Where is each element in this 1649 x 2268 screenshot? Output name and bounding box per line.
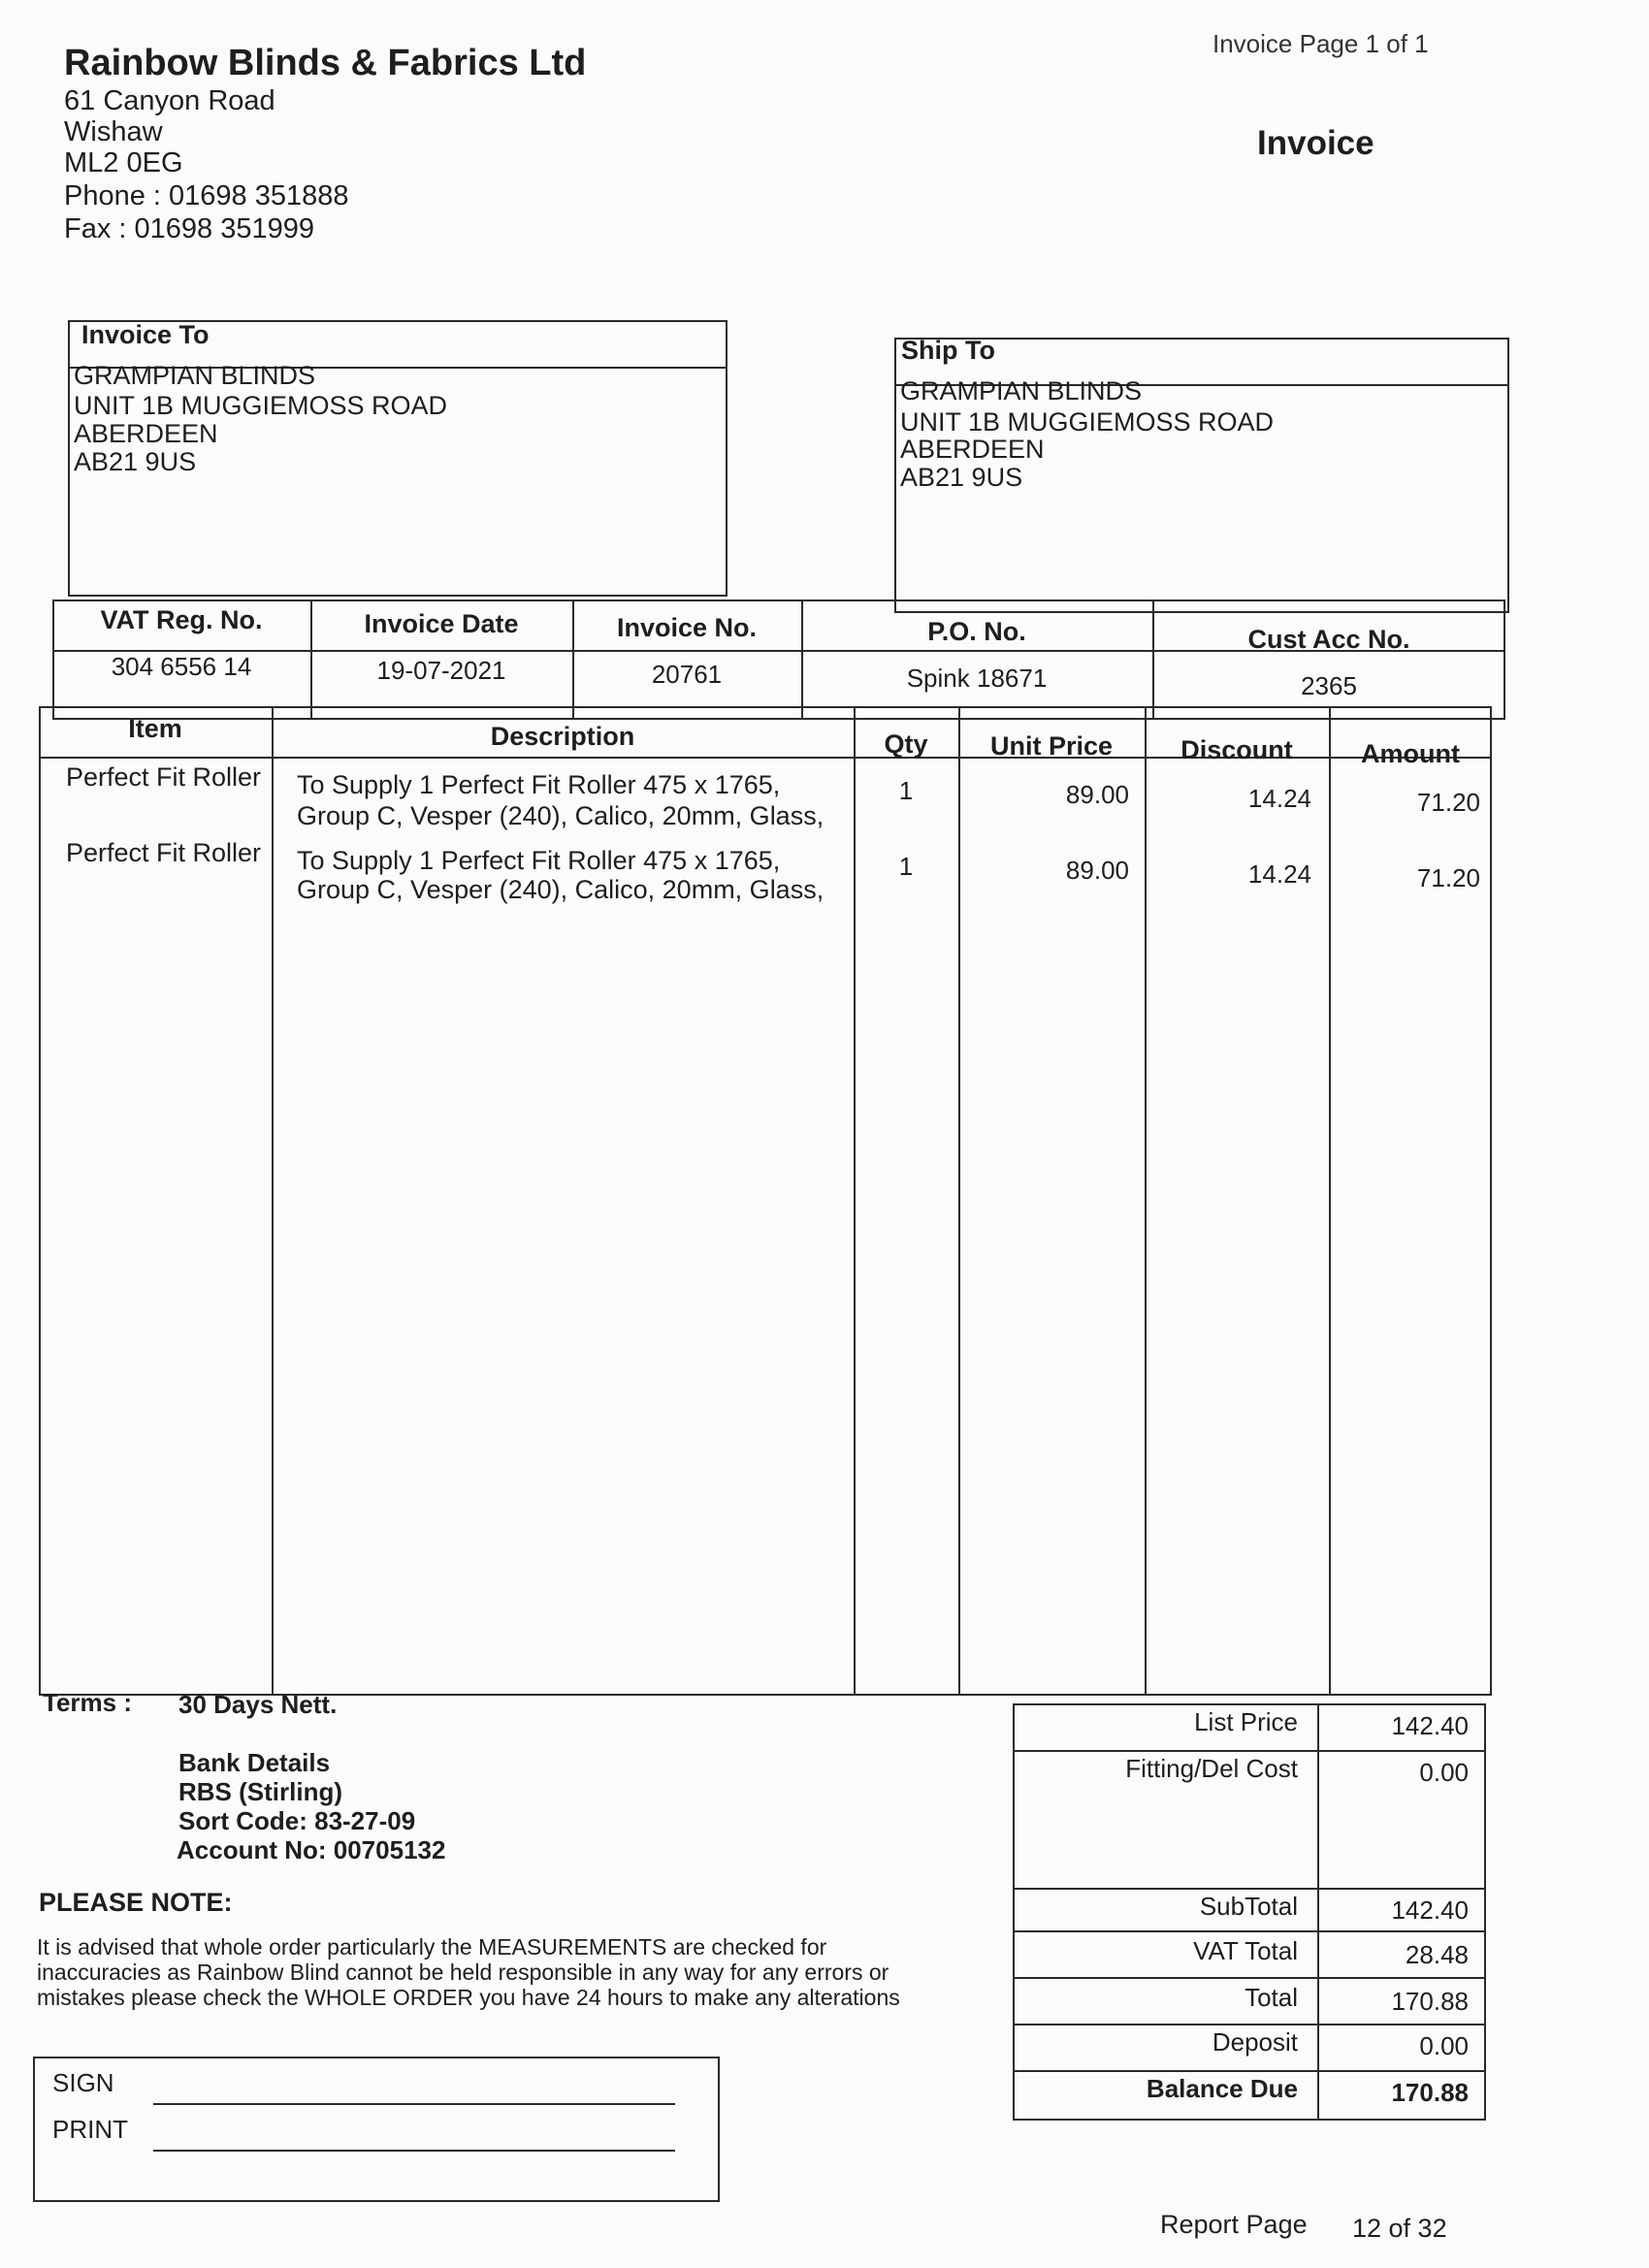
table-row-2-desc-1: To Supply 1 Perfect Fit Roller 475 x 1765, — [297, 846, 781, 875]
invoice-to-label: Invoice To — [81, 320, 210, 349]
report-page-number: 12 of 32 — [1352, 2214, 1447, 2243]
company-address-1: 61 Canyon Road — [64, 85, 275, 116]
company-name: Rainbow Blinds & Fabrics Ltd — [64, 43, 587, 83]
please-note-line-3: mistakes please check the WHOLE ORDER you have 24 hours to make any alterations — [37, 1985, 900, 2010]
sign-label: SIGN — [52, 2068, 114, 2097]
discount-col-header: Discount — [1180, 735, 1293, 764]
sign-line[interactable] — [153, 2103, 675, 2105]
deposit-label: Deposit — [1212, 2027, 1298, 2057]
vat-reg-header: VAT Reg. No. — [100, 605, 263, 634]
company-postcode: ML2 0EG — [64, 147, 183, 178]
print-line[interactable] — [153, 2150, 675, 2152]
subtotal-label: SubTotal — [1199, 1892, 1298, 1921]
please-note-line-2: inaccuracies as Rainbow Blind cannot be held responsible in any way for any errors or — [37, 1960, 889, 1985]
please-note-line-1: It is advised that whole order particularly the MEASUREMENTS are checked for — [37, 1934, 827, 1960]
table-row-1-item: Perfect Fit Roller — [66, 762, 262, 792]
fitting-value: 0.00 — [1419, 1758, 1469, 1787]
cust-acc-value: 2365 — [1301, 671, 1357, 700]
table-row-1-unit-price: 89.00 — [1065, 780, 1129, 809]
ship-to-label: Ship To — [901, 336, 995, 365]
report-page-label: Report Page — [1160, 2210, 1308, 2239]
invoice-to-line-4: AB21 9US — [74, 447, 197, 476]
subtotal-value: 142.40 — [1391, 1895, 1469, 1925]
vat-reg-value: 304 6556 14 — [111, 652, 252, 681]
unit-price-col-header: Unit Price — [989, 731, 1114, 761]
account-number: Account No: 00705132 — [177, 1835, 446, 1864]
list-price-value: 142.40 — [1391, 1711, 1469, 1740]
balance-due-value: 170.88 — [1391, 2078, 1469, 2107]
table-row-2-unit-price: 89.00 — [1065, 856, 1129, 885]
fitting-label: Fitting/Del Cost — [1125, 1754, 1298, 1783]
vat-total-value: 28.48 — [1405, 1940, 1469, 1969]
invoice-to-line-2: UNIT 1B MUGGIEMOSS ROAD — [74, 391, 448, 420]
po-no-value: Spink 18671 — [906, 664, 1048, 693]
ship-to-line-3: ABERDEEN — [900, 435, 1045, 464]
ship-to-line-4: AB21 9US — [900, 463, 1023, 492]
table-row-2-discount: 14.24 — [1247, 859, 1311, 889]
company-address-2: Wishaw — [64, 116, 163, 147]
ship-to-line-2: UNIT 1B MUGGIEMOSS ROAD — [900, 407, 1275, 437]
vat-total-label: VAT Total — [1193, 1936, 1298, 1965]
table-row-2-desc-2: Group C, Vesper (240), Calico, 20mm, Glass, — [297, 875, 824, 904]
company-phone: Phone : 01698 351888 — [64, 180, 349, 211]
table-row-1-desc-2: Group C, Vesper (240), Calico, 20mm, Glass, — [297, 801, 824, 830]
balance-due-label: Balance Due — [1146, 2074, 1298, 2103]
company-fax: Fax : 01698 351999 — [64, 213, 314, 244]
table-row-1-amount: 71.20 — [1416, 788, 1480, 817]
list-price-label: List Price — [1194, 1707, 1298, 1736]
page-indicator: Invoice Page 1 of 1 — [1212, 29, 1429, 58]
bank-name: RBS (Stirling) — [178, 1777, 342, 1806]
item-col-header: Item — [128, 714, 182, 743]
terms-label: Terms : — [43, 1688, 132, 1717]
cust-acc-header: Cust Acc No. — [1247, 625, 1410, 654]
terms-value: 30 Days Nett. — [178, 1690, 338, 1719]
invoice-to-line-1: GRAMPIAN BLINDS — [74, 361, 316, 390]
invoice-date-header: Invoice Date — [364, 609, 519, 638]
deposit-value: 0.00 — [1419, 2031, 1469, 2060]
please-note-title: PLEASE NOTE: — [39, 1888, 233, 1917]
ship-to-line-1: GRAMPIAN BLINDS — [900, 376, 1143, 405]
table-row-2-item: Perfect Fit Roller — [66, 838, 262, 867]
invoice-no-header: Invoice No. — [616, 613, 758, 642]
table-row-1-qty: 1 — [898, 776, 914, 805]
table-row-1-desc-1: To Supply 1 Perfect Fit Roller 475 x 1765, — [297, 770, 781, 799]
description-col-header: Description — [490, 722, 635, 751]
table-row-1-discount: 14.24 — [1247, 784, 1311, 813]
po-no-header: P.O. No. — [927, 617, 1026, 646]
amount-col-header: Amount — [1361, 739, 1460, 768]
table-row-2-qty: 1 — [898, 852, 914, 881]
table-row-2-amount: 71.20 — [1416, 863, 1480, 892]
total-value: 170.88 — [1391, 1987, 1469, 2016]
total-label: Total — [1245, 1983, 1298, 2012]
invoice-no-value: 20761 — [651, 660, 723, 689]
document-title: Invoice — [1257, 124, 1374, 162]
signature-box — [33, 2057, 720, 2202]
bank-details-title: Bank Details — [178, 1748, 331, 1777]
invoice-date-value: 19-07-2021 — [376, 656, 506, 685]
qty-col-header: Qty — [884, 729, 928, 759]
print-label: PRINT — [52, 2115, 128, 2144]
sort-code: Sort Code: 83-27-09 — [178, 1806, 416, 1835]
invoice-to-line-3: ABERDEEN — [74, 419, 218, 448]
